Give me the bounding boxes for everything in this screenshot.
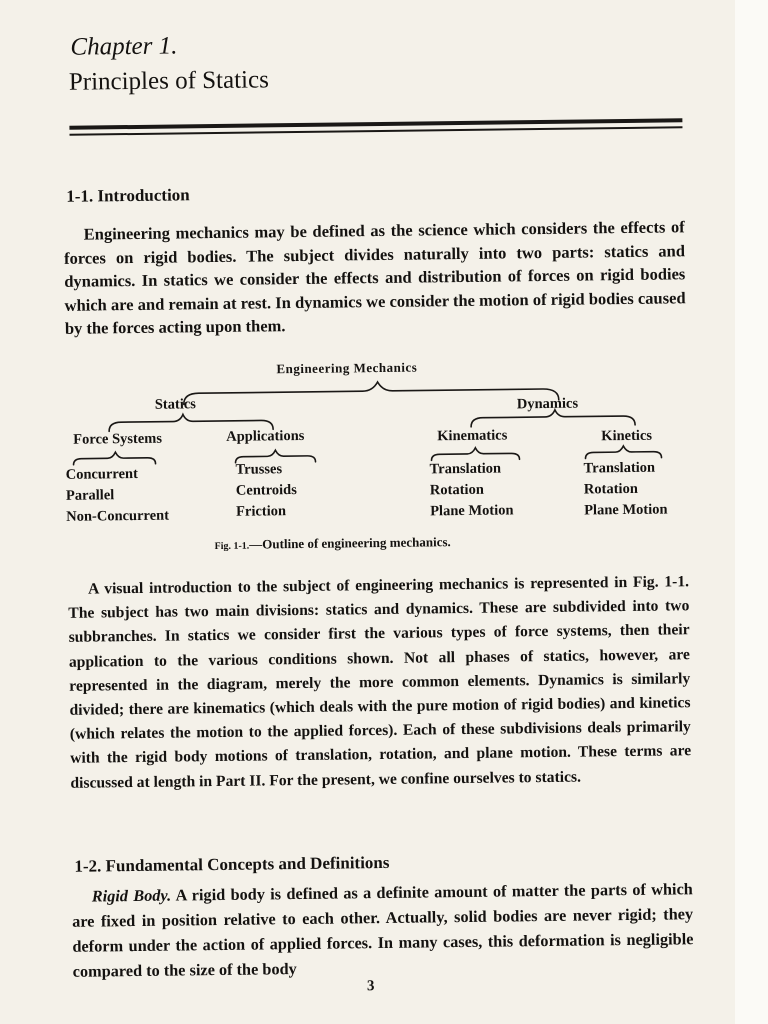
diagram-item: Trusses: [235, 461, 283, 478]
diagram-force-systems-list: [66, 464, 170, 528]
figure-caption-label: Fig. 1-1.: [214, 540, 250, 553]
section-heading-fundamental-concepts: 1-2. Fundamental Concepts and Definitions: [74, 852, 390, 876]
diagram-item: Non-Concurrent: [66, 507, 170, 525]
chapter-title: Principles of Statics: [68, 66, 270, 96]
diagram-kinetics-list: [584, 457, 668, 521]
diagram-item: Parallel: [65, 487, 115, 504]
rigid-body-paragraph: [72, 876, 694, 984]
diagram-applications-list: [235, 459, 297, 523]
diagram-applications-label: Applications: [226, 427, 305, 445]
diagram-kinematics-list: [430, 458, 514, 522]
diagram-item: Translation: [583, 459, 656, 477]
engineering-mechanics-diagram: [58, 356, 710, 564]
diagram-item: Centroids: [235, 482, 297, 499]
diagram-kinetics-label: Kinetics: [601, 427, 653, 445]
diagram-root-label: Engineering Mechanics: [276, 359, 418, 377]
diagram-item: Rotation: [429, 481, 484, 499]
rigid-body-text: A rigid body is defined as a definite amount of matter the parts of which are fixed in position relative to each other. Actually, solid bodies are never rigid; they deform under the action of applied forces. In many cases, this deformation is negligible compared to the size of the body: [72, 879, 694, 981]
diagram-dynamics-label: Dynamics: [516, 395, 579, 413]
brace-force-systems: [73, 452, 155, 465]
figure-discussion-paragraph: A visual introduction to the subject of engineering mechanics is represented in Fig. 1-1. The subject has two main divisions: statics and dynamics. These are subdivided into two subbranches. In statics we consider first the various types of force systems, then their application to the various conditions shown. Not all phases of statics, however, are represented in the diagram, merely the more common elements. Dynamics is similarly divided; there are kinematics (which deals with the pure motion of rigid bodies) and kinetics (which relates the motion to the applied forces). Each of these subdivisions deals primarily with the rigid body motions of translation, rotation, and plane motion. These terms are discussed at length in Part II. For the present, we confine ourselves to statics.: [68, 573, 692, 792]
chapter-label: Chapter 1.: [70, 32, 178, 61]
rigid-body-lead: Rigid Body.: [91, 885, 172, 906]
page-number: 3: [366, 978, 375, 995]
brace-root: [184, 380, 559, 405]
intro-paragraph: Engineering mechanics may be defined as the science which considers the effects of forces on rigid bodies. The subject divides naturally into two parts: statics and dynamics. In statics we consider the effects and distribution of forces on rigid bodies which are and remain at rest. In dynamics we consider the motion of rigid bodies caused by the forces acting upon them.: [63, 217, 686, 338]
diagram-item: Plane Motion: [584, 501, 668, 519]
diagram-item: Plane Motion: [430, 502, 514, 520]
brace-kinetics: [585, 446, 661, 459]
section-heading-introduction: 1-1. Introduction: [66, 185, 190, 206]
diagram-kinematics-label: Kinematics: [437, 427, 508, 445]
diagram-item: Rotation: [583, 480, 638, 498]
diagram-item: Translation: [429, 460, 502, 478]
figure-caption-text: —Outline of engineering mechanics.: [249, 534, 451, 552]
diagram-item: Friction: [236, 503, 287, 520]
figure-caption: [214, 534, 450, 553]
diagram-force-systems-label: Force Systems: [73, 430, 163, 448]
diagram-statics-label: Statics: [154, 396, 197, 413]
diagram-item: Concurrent: [65, 465, 138, 483]
